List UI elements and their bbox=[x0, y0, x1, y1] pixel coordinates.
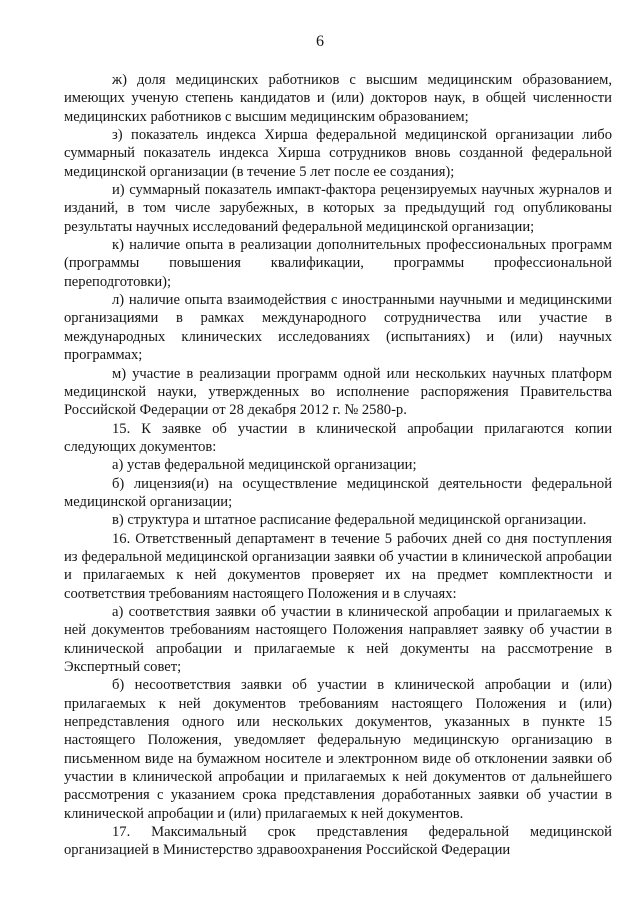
document-body bbox=[64, 71, 612, 860]
paragraph-zh: ж) доля медицинских работников с высшим медицинским образованием, имеющих ученую степень кандидатов и (или) докторов наук, в общей численности медицинских работников с высшим медицинским образованием; bbox=[64, 72, 612, 125]
paragraph-i: и) суммарный показатель импакт-фактора рецензируемых научных журналов и изданий, в том числе зарубежных, в которых за предыдущий год опубликованы результаты научных исследований федеральной медицинской организации; bbox=[64, 182, 612, 235]
paragraph-m: м) участие в реализации программ одной или нескольких научных платформ медицинской науки, утвержденных во исполнение распоряжения Правительства Российской Федерации от 28 декабря 2012 г. № 2580-р. bbox=[64, 365, 612, 419]
paragraph-15-v: в) структура и штатное расписание федеральной медицинской организации. bbox=[112, 512, 587, 529]
paragraph-17: 17. Максимальный срок представления федеральной медицинской организацией в Министерство здравоохранения Российской Федерации bbox=[64, 824, 612, 859]
paragraph-15-a: а) устав федеральной медицинской организации; bbox=[112, 457, 417, 474]
paragraph-k: к) наличие опыта в реализации дополнительных профессиональных программ (программы повышения квалификации, программы профессиональной переподготовки); bbox=[64, 237, 612, 290]
paragraph-16: 16. Ответственный департамент в течение 5 рабочих дней со дня поступления из федеральной медицинской организации заявки об участии в клинической апробации и прилагаемых к ней документов проверяет их на предмет комплектности и соответствия требованиям настоящего Положения и в случаях: bbox=[64, 530, 612, 602]
paragraph-l: л) наличие опыта взаимодействия с иностранными научными и медицинскими организациями в рамках международного сотрудничества или участие в международных клинических исследованиях (испытаниях) и (или) научных программах; bbox=[64, 292, 612, 364]
page-number: 6 bbox=[316, 33, 324, 50]
paragraph-15: 15. К заявке об участии в клинической апробации прилагаются копии следующих документов: bbox=[64, 420, 612, 455]
paragraph-z: з) показатель индекса Хирша федеральной медицинской организации либо суммарный показатель индекса Хирша сотрудников вновь созданной федеральной медицинской организации (в течение 5 лет после ее создания); bbox=[64, 127, 612, 180]
paragraph-16-a: а) соответствия заявки об участии в клинической апробации и прилагаемых к ней документов требованиям настоящего Положения направляет заявку об участии в клинической апробации и прилагаемые к ней документы на рассмотрение в Экспертный совет; bbox=[64, 603, 612, 675]
paragraph-16-b: б) несоответствия заявки об участии в клинической апробации и (или) прилагаемых к ней документов требованиям настоящего Положения и (или) непредставления одного или нескольких документов, указанных в пункте 15 настоящего Положения, уведомляет федеральную медицинскую организацию в письменном виде на бумажном носителе и электронном виде об отклонении заявки об участии в клинической апробации и прилагаемых к ней документов от дальнейшего рассмотрения с указанием срока представления доработанных заявки об участии в клинической апробации и (или) прилагаемых к ней документов. bbox=[64, 677, 612, 822]
paragraph-15-b: б) лицензия(и) на осуществление медицинской деятельности федеральной медицинской организации; bbox=[64, 475, 612, 510]
